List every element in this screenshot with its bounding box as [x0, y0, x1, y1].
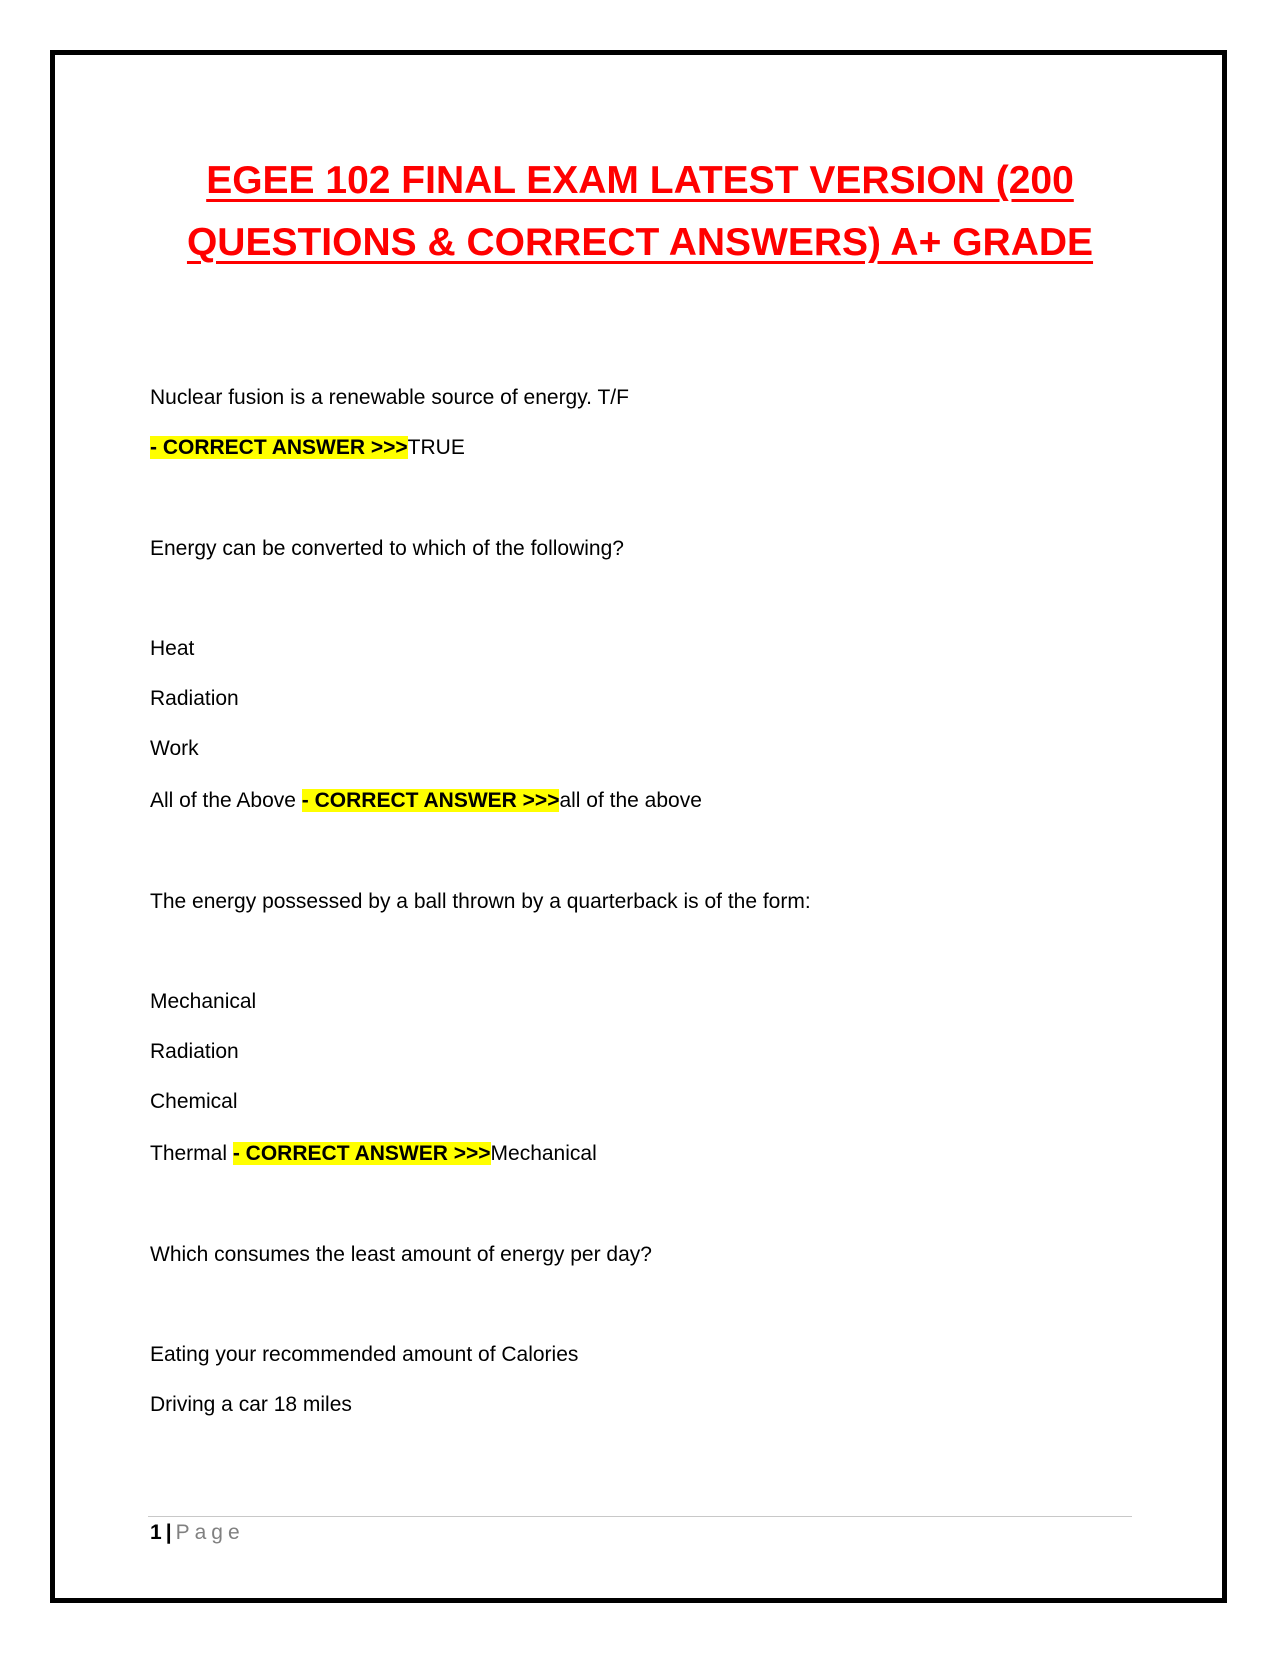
option-text: Radiation — [150, 1040, 239, 1063]
question-text — [150, 534, 624, 564]
line-text: Nuclear fusion is a renewable source of energy. T/F — [150, 386, 629, 409]
page-footer — [150, 1518, 245, 1548]
option-text: Work — [150, 737, 199, 760]
page-number: 1 — [150, 1521, 162, 1544]
option-line — [150, 987, 256, 1017]
option-answer-line — [150, 1139, 597, 1169]
document-title — [0, 150, 1280, 274]
answer-text: all of the above — [559, 789, 702, 812]
correct-answer-marker: - CORRECT ANSWER >>> — [232, 1142, 491, 1165]
option-line — [150, 1037, 239, 1067]
question-text — [150, 1240, 652, 1270]
option-text: Radiation — [150, 687, 239, 710]
answer-line — [150, 433, 465, 463]
option-line — [150, 1087, 238, 1117]
option-line — [150, 684, 239, 714]
footer-divider — [148, 1516, 1132, 1517]
page-border — [50, 50, 1227, 1603]
option-text: Eating your recommended amount of Calories — [150, 1343, 579, 1366]
line-text: Which consumes the least amount of energy per day? — [150, 1243, 652, 1266]
question-text — [150, 383, 629, 413]
page-label: Page — [175, 1521, 245, 1544]
option-text: Heat — [150, 637, 195, 660]
title-line-2: QUESTIONS & CORRECT ANSWERS) A+ GRADE — [186, 221, 1094, 264]
option-text: Thermal — [150, 1142, 233, 1165]
option-text: Mechanical — [150, 990, 257, 1013]
option-line — [150, 1390, 352, 1420]
option-text: All of the Above — [150, 789, 302, 812]
option-line — [150, 1340, 578, 1370]
option-line — [150, 734, 199, 764]
correct-answer-marker: - CORRECT ANSWER >>> — [150, 436, 408, 459]
answer-text: TRUE — [407, 436, 465, 459]
answer-text: Mechanical — [490, 1142, 597, 1165]
line-text: Energy can be converted to which of the following? — [150, 537, 624, 560]
question-text — [150, 887, 811, 917]
correct-answer-marker: - CORRECT ANSWER >>> — [301, 789, 560, 812]
option-line — [150, 634, 194, 664]
line-text: The energy possessed by a ball thrown by a quarterback is of the form: — [150, 890, 811, 913]
option-text: Driving a car 18 miles — [150, 1393, 352, 1416]
option-answer-line — [150, 786, 702, 816]
title-line-1: EGEE 102 FINAL EXAM LATEST VERSION (200 — [206, 159, 1074, 202]
footer-separator: | — [165, 1521, 172, 1544]
option-text: Chemical — [150, 1090, 238, 1113]
